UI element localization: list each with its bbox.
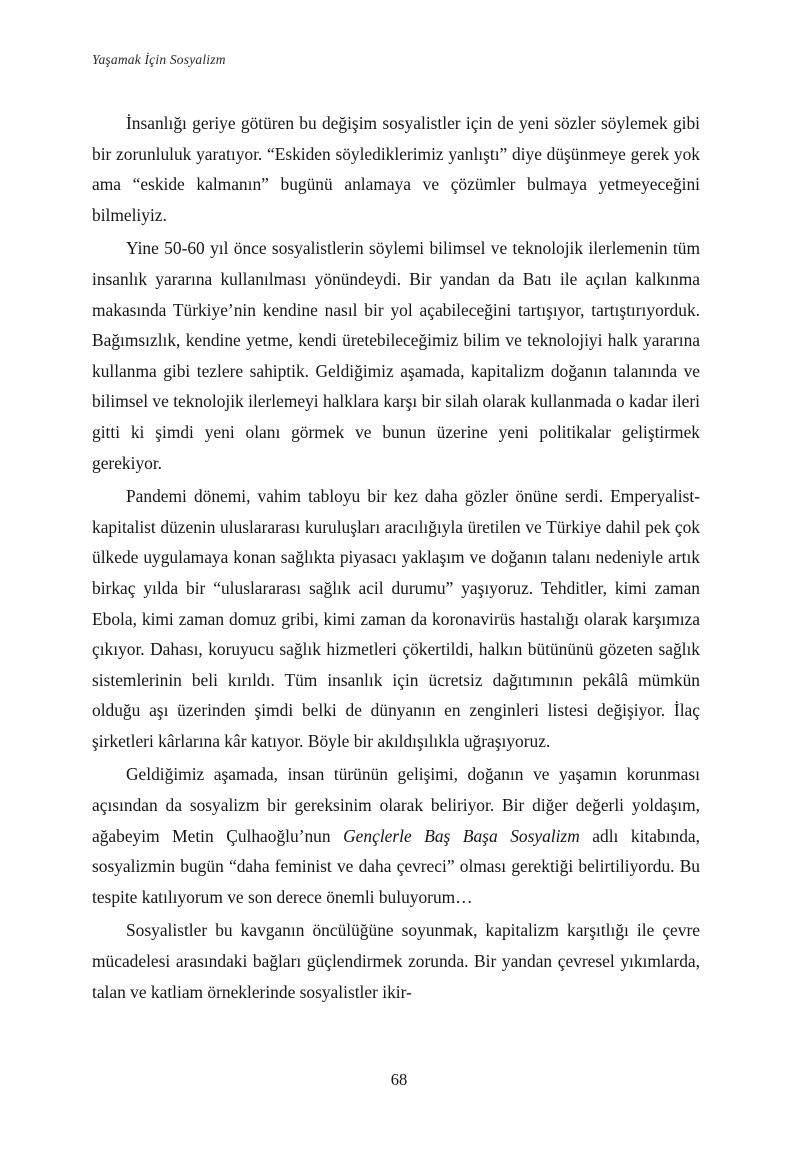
paragraph-4-after-title: adlı kitabında, sosyalizmin bugün “daha feminist ve daha çevreci” olması gerektiği belirtiliyordu. Bu tespite katılıyorum ve son derece önemli buluyorum… <box>92 825 700 907</box>
paragraph-4-before-title: Geldiğimiz aşamada, insan türünün gelişimi, doğanın ve yaşamın korunması açısından da sosyalizm bir gereksinim olarak beliriyor. Bir diğer değerli yoldaşım, ağabeyim Metin Çulhaoğlu’nun <box>92 764 700 846</box>
paragraph-5: Sosyalistler bu kavganın öncülüğüne soyunmak, kapitalizm karşıtlığı ile çevre mücadelesi arasındaki bağları güçlendirmek zorunda. Bir yandan çevresel yıkımlarda, talan ve katliam örneklerinde sosyalistler ikir- <box>92 920 700 1002</box>
book-title-italic: Gençlerle Baş Başa Sosyalizm <box>343 825 580 846</box>
paragraph-2: Yine 50-60 yıl önce sosyalistlerin söylemi bilimsel ve teknolojik ilerlemenin tüm insanlık yararına kullanılması yönündeydi. Bir yandan da Batı ile açılan kalkınma makasında Türkiye’nin kendine nasıl bir yol açabileceğini tartışıyor, tartıştırıyorduk. Bağımsızlık, kendine yetme, kendi üretebileceğimiz bilim ve teknolojiyi halk yararına kullanma gibi tezlere sahiptik. Geldiğimiz aşamada, kapitalizm doğanın talanında ve bilimsel ve teknolojik ilerlemeyi halklara karşı bir silah olarak kullanmada o kadar ileri gitti ki şimdi yeni olanı görmek ve bunun üzerine yeni politikalar geliştirmek gerekiyor. <box>92 238 700 473</box>
paragraph-4-with-book-title <box>92 759 700 912</box>
running-head: Yaşamak İçin Sosyalizm <box>92 52 226 67</box>
body-text-column <box>92 108 700 1007</box>
paragraph-3: Pandemi dönemi, vahim tabloyu bir kez daha gözler önüne serdi. Emperyalist-kapitalist düzenin uluslararası kuruluşları aracılığıyla üretilen ve Türkiye dahil pek çok ülkede uygulamaya konan sağlıkta piyasacı yaklaşım ve doğanın talanı nedeniyle artık birkaç yılda bir “uluslararası sağlık acil durumu” yaşıyoruz. Tehditler, kimi zaman Ebola, kimi zaman domuz gribi, kimi zaman da koronavirüs hastalığı olarak karşımıza çıkıyor. Dahası, koruyucu sağlık hizmetleri çökertildi, halkın bütününü gözeten sağlık sistemlerinin beli kırıldı. Tüm insanlık için ücretsiz dağıtımının pekâlâ mümkün olduğu aşı üzerinden şimdi belki de dünyanın en zenginleri listesi değişiyor. İlaç şirketleri kârlarına kâr katıyor. Böyle bir akıldışılıkla uğraşıyoruz. <box>92 486 700 751</box>
page-number: 68 <box>390 1070 408 1089</box>
paragraph-1: İnsanlığı geriye götüren bu değişim sosyalistler için de yeni sözler söylemek gibi bir zorunluluk yaratıyor. “Eskiden söylediklerimiz yanlıştı” diye düşünmeye gerek yok ama “eskide kalmanın” bugünü anlamaya ve çözümler bulmaya yetmeyeceğini bilmeliyiz. <box>92 113 700 225</box>
